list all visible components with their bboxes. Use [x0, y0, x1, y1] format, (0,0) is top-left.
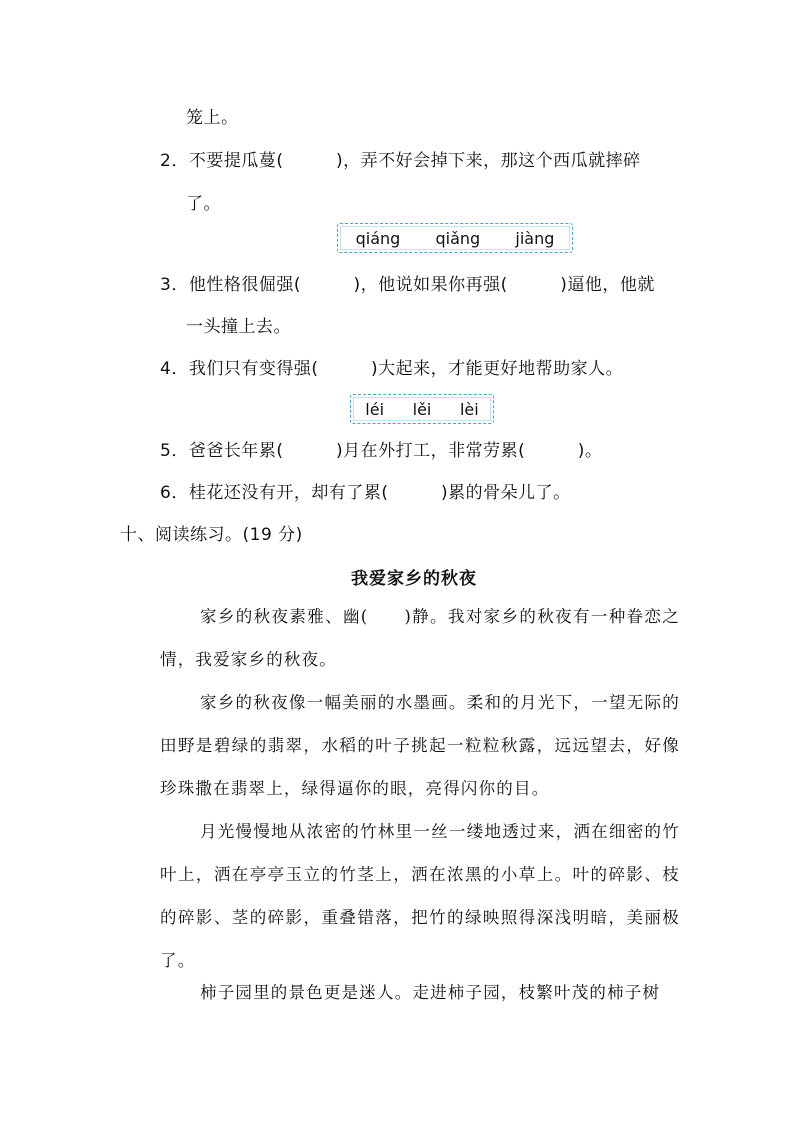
- paragraph: 柿子园里的景色更是迷人。走进柿子园，枝繁叶茂的柿子树: [200, 983, 661, 1002]
- text-line: 笼上。: [186, 108, 239, 128]
- reading-title: 我爱家乡的秋夜: [351, 569, 477, 589]
- pinyin-option: jiàng: [515, 228, 555, 248]
- paragraph: 家乡的秋夜素雅、幽( )静。我对家乡的秋夜有一种眷恋之情，我爱家乡的秋夜。: [160, 607, 680, 669]
- question-6: 6．桂花还没有开，却有了累( )累的骨朵儿了。: [160, 483, 571, 503]
- pinyin-option: lèi: [459, 399, 479, 419]
- pinyin-box: [337, 223, 573, 253]
- pinyin-option: qiáng: [355, 228, 401, 248]
- text-line: 了。: [186, 194, 221, 214]
- section-heading: 十、阅读练习。(19 分): [120, 525, 303, 545]
- paragraph: 家乡的秋夜像一幅美丽的水墨画。柔和的月光下，一望无际的田野是碧绿的翡翠，水稻的叶子挑起一粒粒秋露，远远望去，好像珍珠撒在翡翠上，绿得逼你的眼，亮得闪你的目。: [160, 693, 680, 798]
- text-line: 一头撞上去。: [186, 317, 291, 337]
- paragraph: 月光慢慢地从浓密的竹林里一丝一缕地透过来，洒在细密的竹叶上，洒在亭亭玉立的竹茎上，洒在浓黑的小草上。叶的碎影、枝的碎影、茎的碎影，重叠错落，把竹的绿映照得深浅明暗，美丽极了。: [160, 822, 680, 970]
- question-4: 4．我们只有变得强( )大起来，才能更好地帮助家人。: [160, 359, 624, 379]
- pinyin-option: qiǎng: [435, 228, 481, 248]
- pinyin-box: [350, 394, 494, 424]
- pinyin-option: léi: [365, 399, 385, 419]
- question-2: 2．不要提瓜蔓( )，弄不好会掉下来，那这个西瓜就摔碎: [160, 151, 641, 171]
- pinyin-option: lěi: [412, 399, 432, 419]
- question-5: 5．爸爸长年累( )月在外打工，非常劳累( )。: [160, 441, 603, 461]
- question-3: 3．他性格很倔强( )，他说如果你再强( )逼他，他就: [160, 275, 655, 295]
